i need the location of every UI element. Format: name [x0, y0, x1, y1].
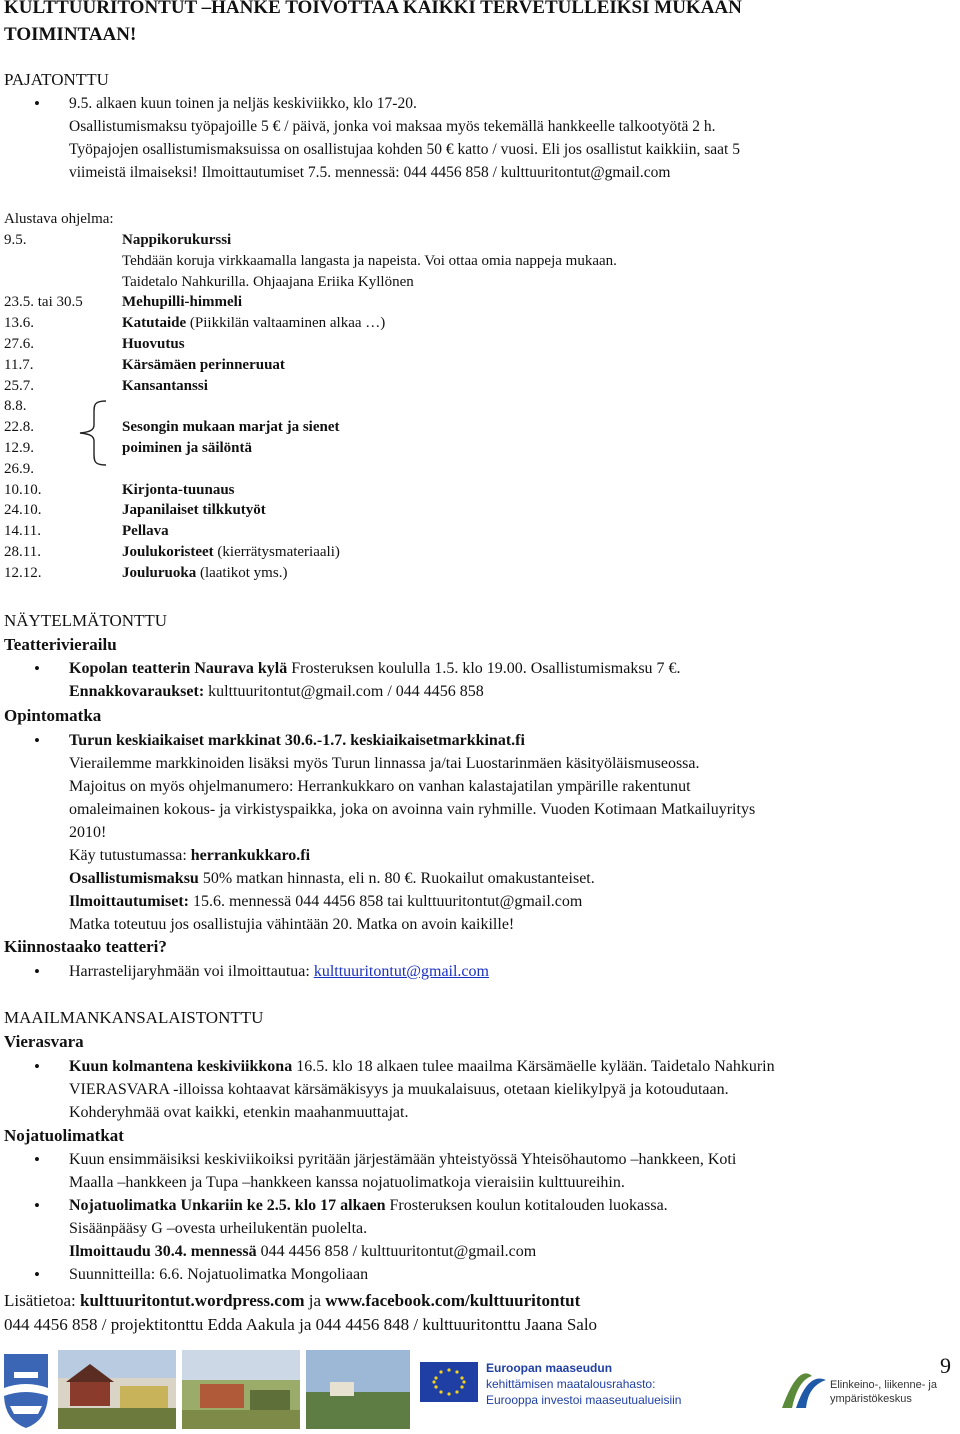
table-row: 24.10. Japanilaiset tilkkutyöt: [4, 502, 266, 519]
vierasvara-list: • Kuun kolmantena keskiviikkona 16.5. klo 18 alkaen tulee maailma Kärsämäelle kylään. Taidetalo Nahkurin VIERASVARA -illoissa kohtaavat kärsämäkisyys ja muukalaisuus, otetaan kielikylpyä ja kotoudutaan. Kohderyhmää ovat kaikki, etenkin maahanmuuttajat.: [0, 1055, 775, 1124]
table-row: 26.9.: [4, 460, 34, 477]
pajatonttu-schedule: 9.5. alkaen kuun toinen ja neljäs keskiviikko, klo 17-20.: [69, 95, 417, 112]
table-row: 14.11. Pellava: [4, 523, 169, 540]
ely-text-line-1: Elinkeino-, liikenne- ja: [830, 1379, 937, 1391]
table-row: 10.10. Kirjonta-tuunaus: [4, 481, 235, 498]
table-row: Taidetalo Nahkurilla. Ohjaajana Eriika Kyllönen: [122, 273, 414, 290]
email-link[interactable]: kulttuuritontut@gmail.com: [313, 963, 489, 980]
teatteri-list: [0, 657, 681, 703]
list-item: • Kuun kolmantena keskiviikkona 16.5. klo 18 alkaen tulee maailma Kärsämäelle kylään. Taidetalo Nahkurin: [0, 1055, 775, 1078]
page-number: 9: [940, 1353, 951, 1378]
table-row: 11.7. Kärsämäen perinneruuat: [4, 356, 285, 373]
table-row: 28.11. Joulukoristeet (kierrätysmateriaali): [4, 543, 340, 560]
title-line-2: TOIMINTAAN!: [4, 24, 137, 45]
table-row: 12.12. Jouluruoka (laatikot yms.): [4, 564, 288, 581]
contacts-line: 044 4456 858 / projektitonttu Edda Aakula ja 044 4456 848 / kulttuuritonttu Jaana Salo: [4, 1315, 598, 1334]
list-item: [0, 92, 740, 115]
page-title: [4, 0, 742, 48]
table-row: 12.9. poiminen ja säilöntä: [4, 439, 253, 456]
curly-brace-icon: [76, 399, 108, 467]
rural-photo-icon: [182, 1350, 300, 1429]
eu-text-line-3: Eurooppa investoi maaseutualueisiin: [486, 1393, 682, 1407]
title-line-1: KULTTUURITONTUT –HANKE TOIVOTTAA KAIKKI TERVETULLEIKSI MUKAAN: [4, 0, 742, 18]
eu-text-line-2: kehittämisen maatalousrahasto:: [486, 1377, 656, 1391]
table-row: 9.5. Nappikorukurssi: [4, 232, 232, 248]
list-item: • Kuun ensimmäisiksi keskiviikoiksi pyritään järjestämään yhteistyössä Yhteisöhautomo –hankkeen, Koti: [0, 1148, 736, 1171]
list-item: • Nojatuolimatka Unkariin ke 2.5. klo 17 alkaen Frosteruksen koulun kotitalouden luokassa.: [0, 1194, 736, 1217]
village-photo-icon: [58, 1350, 176, 1429]
opintomatka-heading: Opintomatka: [4, 706, 102, 725]
table-row: 22.8. Sesongin mukaan marjat ja sienet: [4, 419, 340, 436]
kiinnostaako-list: [0, 960, 489, 983]
pajatonttu-list: [0, 92, 740, 184]
table-row: 25.7. Kansantanssi: [4, 377, 208, 394]
nojatuoli-list: • Kuun ensimmäisiksi keskiviikoiksi pyritään järjestämään yhteistyössä Yhteisöhautomo –hankkeen, Koti Maalla –hankkeen ja Tupa –hankkeen kanssa nojatuolimatkoja vieraisiin kulttuureihin. • Nojatuolimatka Unkariin ke 2.5. klo 17 alkaen Frosteruksen koulun kotitalouden luokassa. Sisäänpääsy G –ovesta urheilukentän puolelta. Ilmoittaudu 30.4. mennessä 044 4456 858 / kulttuuritontut@gmail.com • Suunnitteilla: 6.6. Nojatuolimatka Mongoliaan: [0, 1148, 736, 1286]
list-item: • Suunnitteilla: 6.6. Nojatuolimatka Mongoliaan: [0, 1263, 736, 1286]
ely-logo-icon: [782, 1373, 826, 1408]
list-item: • Turun keskiaikaiset markkinat 30.6.-1.7. keskiaikaisetmarkkinat.fi: [0, 729, 755, 752]
list-item: • Harrastelijaryhmään voi ilmoittautua: kulttuuritontut@gmail.com: [0, 960, 489, 983]
list-item: Työpajojen osallistumismaksuissa on osallistujaa kohden 50 € katto / vuosi. Eli jos osallistut kaikkiin, saat 5: [69, 141, 740, 158]
table-row: 13.6. Katutaide (Piikkilän valtaaminen alkaa …): [4, 315, 386, 332]
table-row: 27.6. Huovutus: [4, 335, 185, 352]
kiinnostaako-heading: Kiinnostaako teatteri?: [4, 937, 167, 956]
footer-logos: [0, 1350, 960, 1429]
pajatonttu-heading: PAJATONTTU: [4, 70, 109, 89]
vierasvara-heading: Vierasvara: [4, 1032, 84, 1051]
footer-logo-strip: [0, 1350, 960, 1429]
eu-flag-icon: [420, 1362, 478, 1402]
eu-text-line-1: Euroopan maaseudun: [486, 1361, 613, 1375]
table-row: 8.8.: [4, 398, 27, 415]
naytelma-heading: NÄYTELMÄTONTTU: [4, 611, 168, 630]
opintomatka-list: • Turun keskiaikaiset markkinat 30.6.-1.7. keskiaikaisetmarkkinat.fi Vierailemme markkinoiden lisäksi myös Turun linnassa ja/tai Luostarinmäen käsityöläismuseossa. Majoitus on myös ohjelmanumero: Herrankukkaro on vanhan kalastajatilan ympärille rakentunut omaleimainen kokous- ja virkistyspaikka, joka on avoinna vain ryhmille. Vuoden Kotimaan Matkailuyritys 2010! Käy tutustumassa: herrankukkaro.fi Osallistumismaksu 50% matkan hinnasta, eli n. 80 €. Ruokailut omakustanteiset. Ilmoittautumiset: 15.6. mennessä 044 4456 858 tai kulttuuritontut@gmail.com Matka toteutuu jos osallistujia vähintään 20. Matka on avoin kaikille!: [0, 729, 755, 936]
program-label: Alustava ohjelma:: [4, 211, 114, 227]
nojatuolimatkat-heading: Nojatuolimatkat: [4, 1126, 124, 1145]
table-row: Tehdään koruja virkkaamalla langasta ja napeista. Voi ottaa omia nappeja mukaan.: [122, 252, 617, 269]
list-item: Osallistumismaksu työpajoille 5 € / päivä, jonka voi maksaa myös tekemällä hankkeelle talkootyötä 2 h.: [69, 118, 716, 135]
municipality-crest-icon: [4, 1354, 48, 1428]
teatterivierailu-heading: Teatterivierailu: [4, 635, 117, 654]
maailman-heading: MAAILMANKANSALAISTONTTU: [4, 1008, 264, 1027]
lisatietoa-line: Lisätietoa: kulttuuritontut.wordpress.com ja www.facebook.com/kulttuuritontut: [4, 1291, 581, 1310]
list-item: Ennakkovaraukset: kulttuuritontut@gmail.com / 044 4456 858: [69, 683, 484, 700]
table-row: 23.5. tai 30.5 Mehupilli-himmeli: [4, 294, 242, 311]
ely-text-line-2: ympäristökeskus: [830, 1393, 912, 1405]
list-item: viimeistä ilmaiseksi! Ilmoittautumiset 7.5. mennessä: 044 4456 858 / kulttuuritontut@gmail.com: [69, 164, 671, 181]
landscape-photo-icon: [306, 1350, 410, 1429]
list-item: • Kopolan teatterin Naurava kylä Frosteruksen koululla 1.5. klo 19.00. Osallistumismaksu 7 €.: [0, 657, 681, 680]
